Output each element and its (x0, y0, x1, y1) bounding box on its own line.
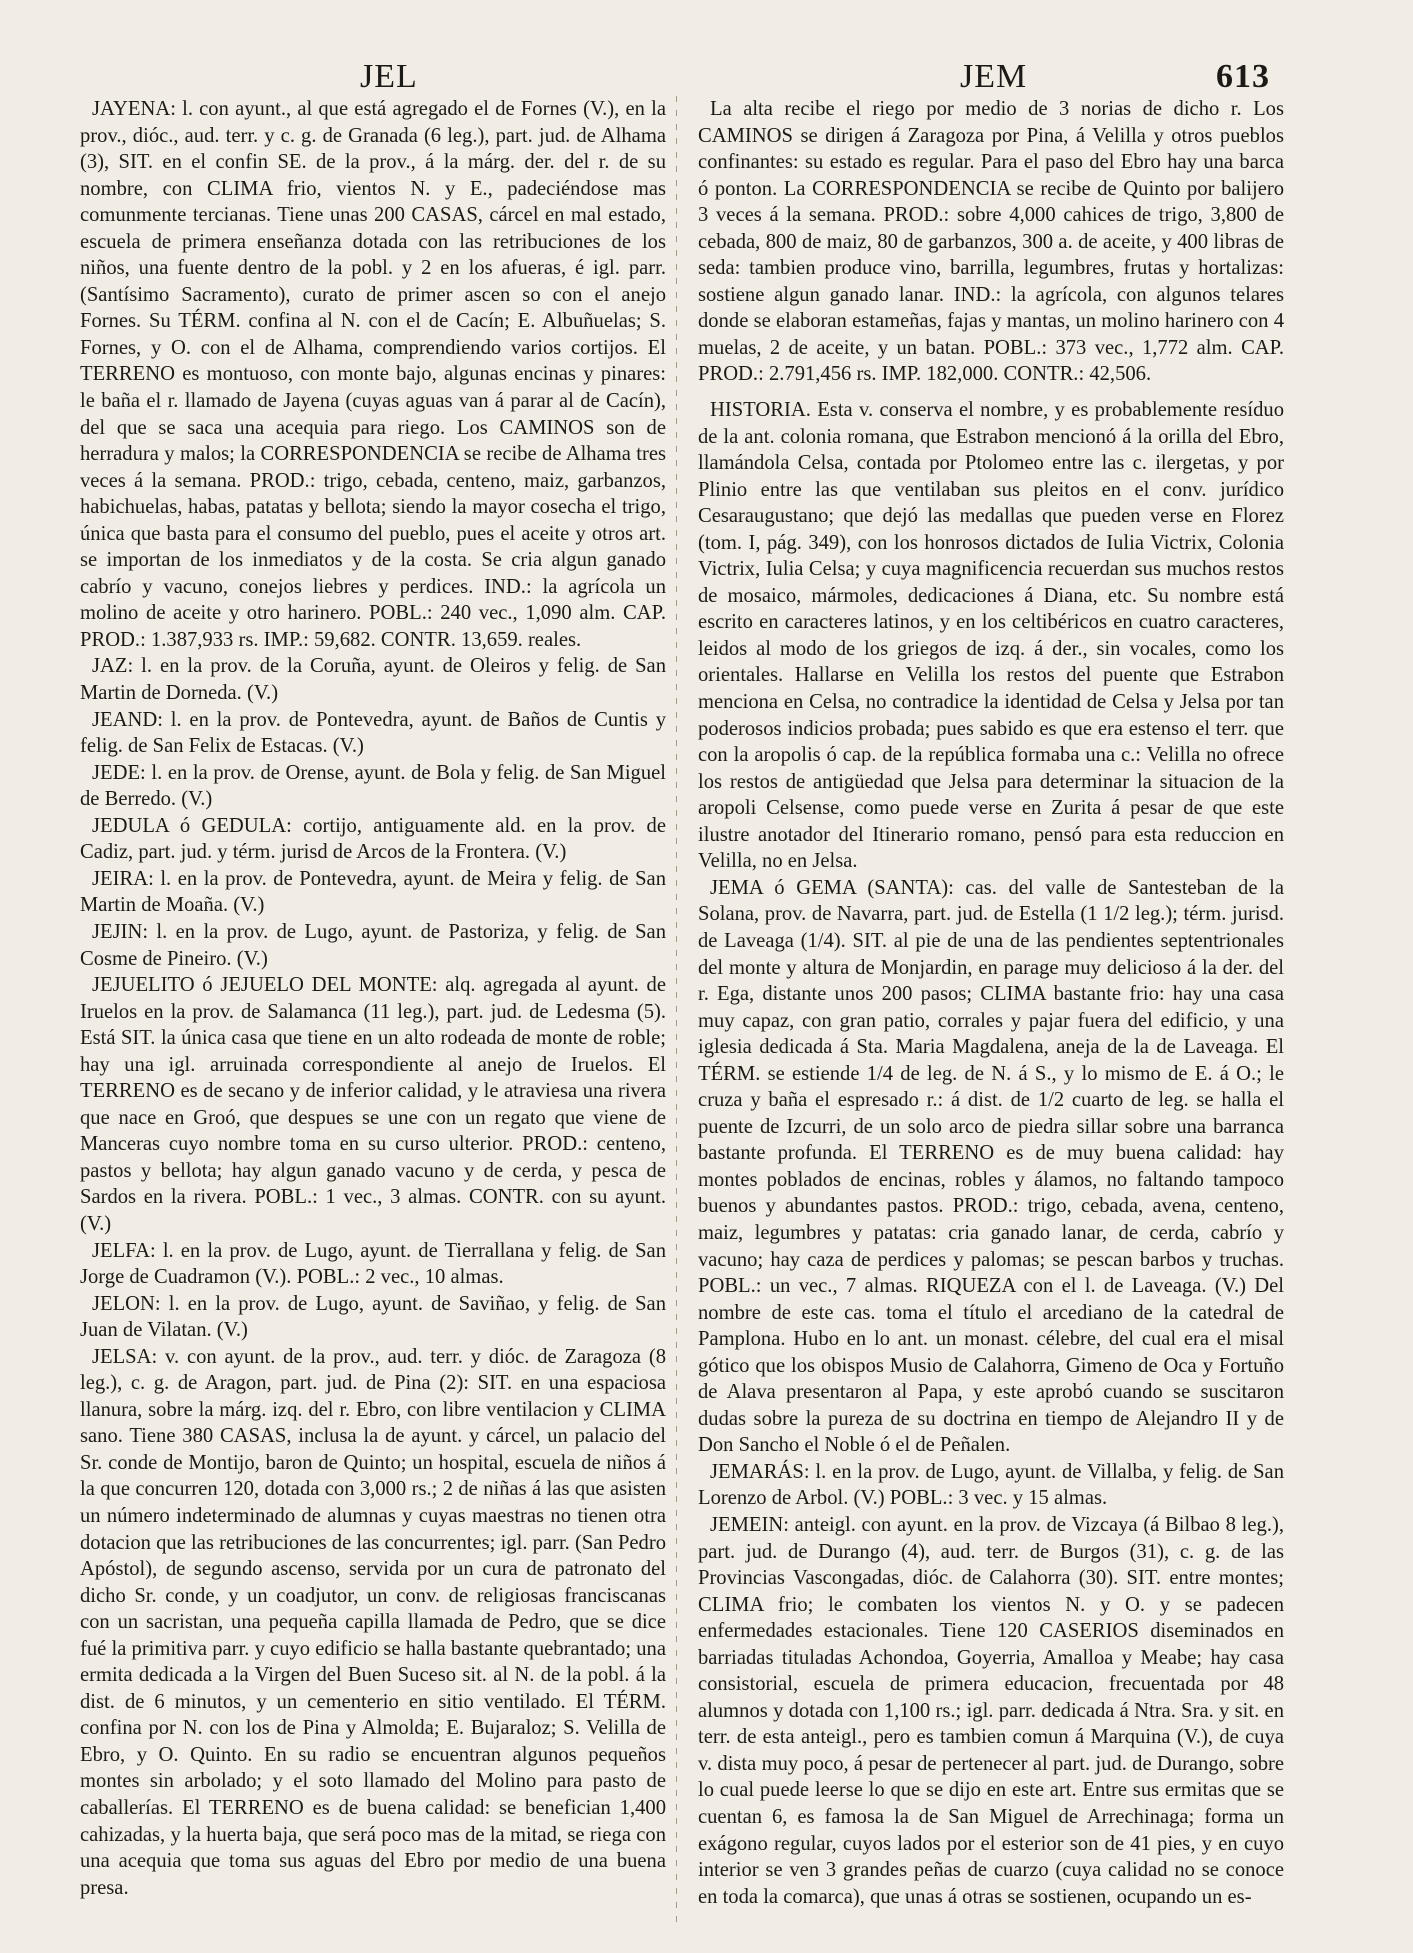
dictionary-entry (80, 919, 666, 972)
dictionary-entry (698, 1459, 1284, 1512)
entry-headword: JELFA (92, 1239, 150, 1262)
entry-headword: JEAND (92, 708, 158, 731)
entry-text: : l. en la prov. de Lugo, ayunt. de Pastoriza, y felig. de San Cosme de Pineiro. (V.) (80, 920, 666, 970)
entry-text: : cortijo, antiguamente ald. en la prov. de Cadiz, part. jud. y térm. jurisd de Arcos de la Frontera. (V.) (80, 814, 666, 864)
dictionary-entry (80, 866, 666, 919)
entry-headword: JELON (92, 1292, 155, 1315)
entry-headword: JEDE (92, 761, 141, 784)
column-divider (676, 96, 677, 1926)
right-column (698, 96, 1284, 1926)
dictionary-entry (80, 707, 666, 760)
dictionary-entry (698, 875, 1284, 1459)
entry-text: : l. en la prov. de Lugo, ayunt. de Tierrallana y felig. de San Jorge de Cuadramon (V.). POBL.: 2 vec., 10 almas. (80, 1239, 666, 1289)
entry-headword: JEJIN (92, 920, 143, 943)
entry-text: : alq. agregada al ayunt. de Iruelos en la prov. de Salamanca (11 leg.), part. jud. de Ledesma (5). Está SIT. la única casa que tiene en un alto rodeada de monte de roble; hay una igl. arruinada correspondiente al anejo de Iruelos. El TERRENO es de secano y de inferior calidad, y le atraviesa una rivera que nace en Groó, que despues se une con un regato que viene de Manceras cuyo nombre toma en su curso ulterior. PROD.: centeno, pastos y bellota; hay algun ganado vacuno y de cerda, y pesca de Sardos en la rivera. POBL.: 1 vec., 3 almas. CONTR. con su ayunt. (V.) (80, 974, 666, 1235)
dictionary-entry (80, 1344, 666, 1901)
entry-headword: JEJUELITO ó JEJUELO DEL MONTE (92, 974, 432, 997)
entry-text: : l. en la prov. de Orense, ayunt. de Bola y felig. de San Miguel de Berredo. (V.) (80, 761, 666, 811)
entry-headword: JAZ (92, 655, 128, 678)
entry-headword: JEDULA ó GEDULA (92, 814, 287, 837)
dictionary-entry (80, 972, 666, 1237)
dictionary-entry (80, 813, 666, 866)
entry-text: La alta recibe el riego por medio de 3 norias de dicho r. Los CAMINOS se dirigen á Zaragoza por Pina, á Velilla y otros pueblos confinantes: su estado es regular. Para el paso del Ebro hay una barca ó ponton. La CORRESPONDENCIA se recibe de Quinto por balijero 3 veces á la semana. PROD.: sobre 4,000 cahices de trigo, 3,800 de cebada, 800 de maiz, 80 de garbanzos, 300 a. de aceite, y 400 libras de seda: tambien produce vino, barrilla, legumbres, frutas y hortalizas: sostiene algun ganado lanar. IND.: la agrícola, con algunos telares donde se elaboran estameñas, fajas y mantas, un molino harinero con 4 muelas, 2 de aceite, y un batan. POBL.: 373 vec., 1,772 alm. CAP. PROD.: 2.791,456 rs. IMP. 182,000. CONTR.: 42,506. (698, 98, 1284, 386)
entry-text: Esta v. conserva el nombre, y es probablemente resíduo de la ant. colonia romana, que Estrabon mencionó á la orilla del Ebro, llamándola Celsa, contada por Ptolomeo entre las c. ilergetas, y por Plinio entre las que ventilaban sus pleitos en el conv. jurídico Cesaraugustano; que dejó las medallas que pueden verse en Florez (tom. I, pág. 349), con los honrosos dictados de Iulia Victrix, Colonia Victrix, Iulia Celsa; y cuya magnificencia recuerdan sus muchos restos de mosaico, mármoles, dedicaciones á Diana, etc. Su nombre está escrito en caracteres latinos, y en los celtibéricos en cuatro caracteres, leidos al modo de los griegos de izq. á der., sin vocales, como los orientales. Hallarse en Velilla los restos del puente que Estrabon menciona en Celsa, no contradice la identidad de Celsa y Jelsa por tan poderosos indicios probada; pues sabido es que era estenso el terr. que con la aropolis ó cap. de la república formaba una c.: Velilla no ofrece los restos de antigüedad que Jelsa para determinar la situacion de la aropoli Celsense, como puede verse en Zurita á pesar de que este ilustre anotador del Itinerario romano, pensó para esta reduccion en Velilla, no en Jelsa. (698, 399, 1284, 873)
entry-headword: JEMEIN (710, 1513, 784, 1536)
entry-text: : l. en la prov. de Lugo, ayunt. de Saviñao, y felig. de San Juan de Vilatan. (V.) (80, 1292, 666, 1342)
entry-headword: JEIRA (92, 867, 149, 890)
left-column (80, 96, 666, 1926)
entry-text: : l. en la prov. de la Coruña, ayunt. de Oleiros y felig. de San Martin de Dorneda. (V.) (80, 655, 666, 705)
page-number: 613 (1216, 58, 1270, 95)
entry-text: : anteigl. con ayunt. en la prov. de Vizcaya (á Bilbao 8 leg.), part. jud. de Durango (4), aud. terr. de Burgos (31), c. g. de las Provincias Vascongadas, dióc. de Calahorra (30). SIT. entre montes; CLIMA frio; le combaten los vientos N. y O. y se padecen enfermedades estacionales. Tiene 120 CASERIOS diseminados en barriadas tituladas Achondoa, Goyerria, Amalloa y Meabe; hay casa consistorial, escuela de primera educacion, frecuentada por 48 alumnos y dotada con 1,100 rs.; igl. parr. dedicada á Ntra. Sra. y sit. en terr. de esta anteigl., pero es tambien comun á Marquina (V.), de cuya v. dista muy poco, á pesar de pertenecer al part. jud. de Durango, sobre lo cual puede leerse lo que se dijo en este art. Entre sus ermitas que se cuentan 6, es famosa la de San Miguel de Arrechinaga; forma un exágono regular, cuyos lados por el esterior son de 41 pies, y en cuyo interior se ven 3 grandes peñas de cuarzo (cuya calidad no se conoce en toda la comarca), que unas á otras se sostienen, ocupando un es- (698, 1513, 1284, 1908)
entry-text: : cas. del valle de Santesteban de la Solana, prov. de Navarra, part. jud. de Estella (1 1/2 leg.); térm. jurisd. de Laveaga (1/4). SIT. al pie de una de las pendientes septentrionales del monte y altura de Monjardin, en parage muy delicioso á la der. del r. Ega, distante unos 200 pasos; CLIMA bastante frio: hay una casa muy capaz, con gran patio, corrales y pajar fuera del edificio, y una iglesia dedicada á Sta. Maria Magdalena, aneja de la de Laveaga. El TÉRM. se estiende 1/4 de leg. de N. á S., y lo mismo de E. á O.; le cruza y baña el espresado r.: á dist. de 1/2 cuarto de leg. se halla el puente de Izcurri, de un solo arco de piedra sillar sobre una barranca bastante profunda. El TERRENO es de muy buena calidad: hay montes poblados de encinas, robles y álamos, no faltando tampoco buenos y abundantes pastos. PROD.: trigo, cebada, avena, centeno, maiz, legumbres y patatas: cria ganado lanar, de cerda, cabrío y vacuno; hay caza de perdices y palomas; se pescan barbos y truchas. POBL.: un vec., 7 almas. RIQUEZA con el l. de Laveaga. (V.) Del nombre de este cas. toma el título el arcediano de la catedral de Pamplona. Hubo en lo ant. un monast. célebre, del cual era el misal gótico que los obispos Musio de Calahorra, Gimeno de Oca y Fortuño de Alava presentaron al Papa, y este aprobó cuando se suscitaron dudas sobre la pureza de su doctrina en tiempo de Alejandro II y de Don Sancho el Noble ó el de Peñalen. (698, 876, 1284, 1457)
dictionary-entry (80, 1238, 666, 1291)
dictionary-entry (80, 96, 666, 653)
dictionary-entry (80, 1291, 666, 1344)
entry-text: : l. en la prov. de Lugo, ayunt. de Villalba, y felig. de San Lorenzo de Arbol. (V.) POBL.: 3 vec. y 15 almas. (698, 1460, 1284, 1510)
dictionary-entry (698, 397, 1284, 875)
entry-headword: JEMA ó GEMA (SANTA) (710, 876, 949, 899)
entry-headword: JEMARÁS (710, 1460, 804, 1483)
entry-headword: JELSA (92, 1345, 152, 1368)
entry-headword: JAYENA (92, 98, 171, 120)
dictionary-entry (80, 653, 666, 706)
dictionary-entry (698, 96, 1284, 388)
header-left-word: JEL (360, 58, 418, 95)
header-right-word: JEM (960, 58, 1028, 95)
entry-text: : l. con ayunt., al que está agregado el de Fornes (V.), en la prov., dióc., aud. terr. y c. g. de Granada (6 leg.), part. jud. de Alhama (3), SIT. en el confin SE. de la prov., á la márg. der. del r. de su nombre, con CLIMA frio, vientos N. y E., padeciéndose mas comunmente tercianas. Tiene unas 200 CASAS, cárcel en mal estado, escuela de primera enseñanza dotada con las retribuciones de los niños, una fuente dentro de la pobl. y 2 en los afueras, é igl. parr. (Santísimo Sacramento), curato de primer ascen so con el anejo Fornes. Su TÉRM. confina al N. con el de Cacín; E. Albuñuelas; S. Fornes, y O. con el de Alhama, comprendiendo varios cortijos. El TERRENO es montuoso, con monte bajo, algunas encinas y pinares: le baña el r. llamado de Jayena (cuyas aguas van á parar al de Cacín), del que se saca una acequia para riego. Los CAMINOS son de herradura y malos; la CORRESPONDENCIA se recibe de Alhama tres veces á la semana. PROD.: trigo, cebada, centeno, maiz, garbanzos, habichuelas, habas, patatas y bellota; siendo la mayor cosecha el trigo, única que basta para el consumo del pueblo, pues el aceite y otros art. se importan de los inmediatos y de la costa. Se cria algun ganado cabrío y vacuno, conejos liebres y perdices. IND.: la agrícola un molino de aceite y otro harinero. POBL.: 240 vec., 1,090 alm. CAP. PROD.: 1.387,933 rs. IMP.: 59,682. CONTR. 13,659. reales. (80, 98, 666, 651)
entry-headword: HISTORIA. (710, 399, 811, 422)
entry-text: : l. en la prov. de Pontevedra, ayunt. de Meira y felig. de San Martin de Moaña. (V.) (80, 867, 666, 917)
dictionary-entry (698, 1512, 1284, 1910)
dictionary-entry (80, 760, 666, 813)
entry-text: : v. con ayunt. de la prov., aud. terr. y dióc. de Zaragoza (8 leg.), c. g. de Aragon, part. jud. de Pina (2): SIT. en una espaciosa llanura, sobre la márg. izq. del r. Ebro, con libre ventilacion y CLIMA sano. Tiene 380 CASAS, inclusa la de ayunt. y cárcel, un palacio del Sr. conde de Montijo, baron de Quinto; un hospital, escuela de niños á la que concurren 120, dotada con 3,000 rs.; 2 de niñas á las que asisten un número indeterminado de alumnas y cuyas maestras no tienen otra dotacion que las retribuciones de las concurrentes; igl. parr. (San Pedro Apóstol), de segundo ascenso, servida por un cura de patronato del dicho Sr. conde, y un coadjutor, un conv. de religiosas franciscanas con un sacristan, una pequeña capilla llamada de Pedro, que se dice fué la primitiva parr. y cuyo edificio se halla bastante quebrantado; una ermita dedicada a la Virgen del Buen Suceso sit. al N. de la pobl. á la dist. de 6 minutos, y un cementerio en sitio ventilado. El TÉRM. confina por N. con los de Pina y Almolda; E. Bujaraloz; S. Velilla de Ebro, y O. Quinto. En su radio se encuentran algunos pequeños montes sin arbolado; y el soto llamado del Molino para pasto de caballerías. El TERRENO es de buena calidad: se benefician 1,400 cahizadas, y la huerta baja, que será poco mas de la mitad, se riega con una acequia que toma sus aguas del Ebro por medio de una buena presa. (80, 1345, 666, 1899)
entry-text: : l. en la prov. de Pontevedra, ayunt. de Baños de Cuntis y felig. de San Felix de Estacas. (V.) (80, 708, 666, 758)
